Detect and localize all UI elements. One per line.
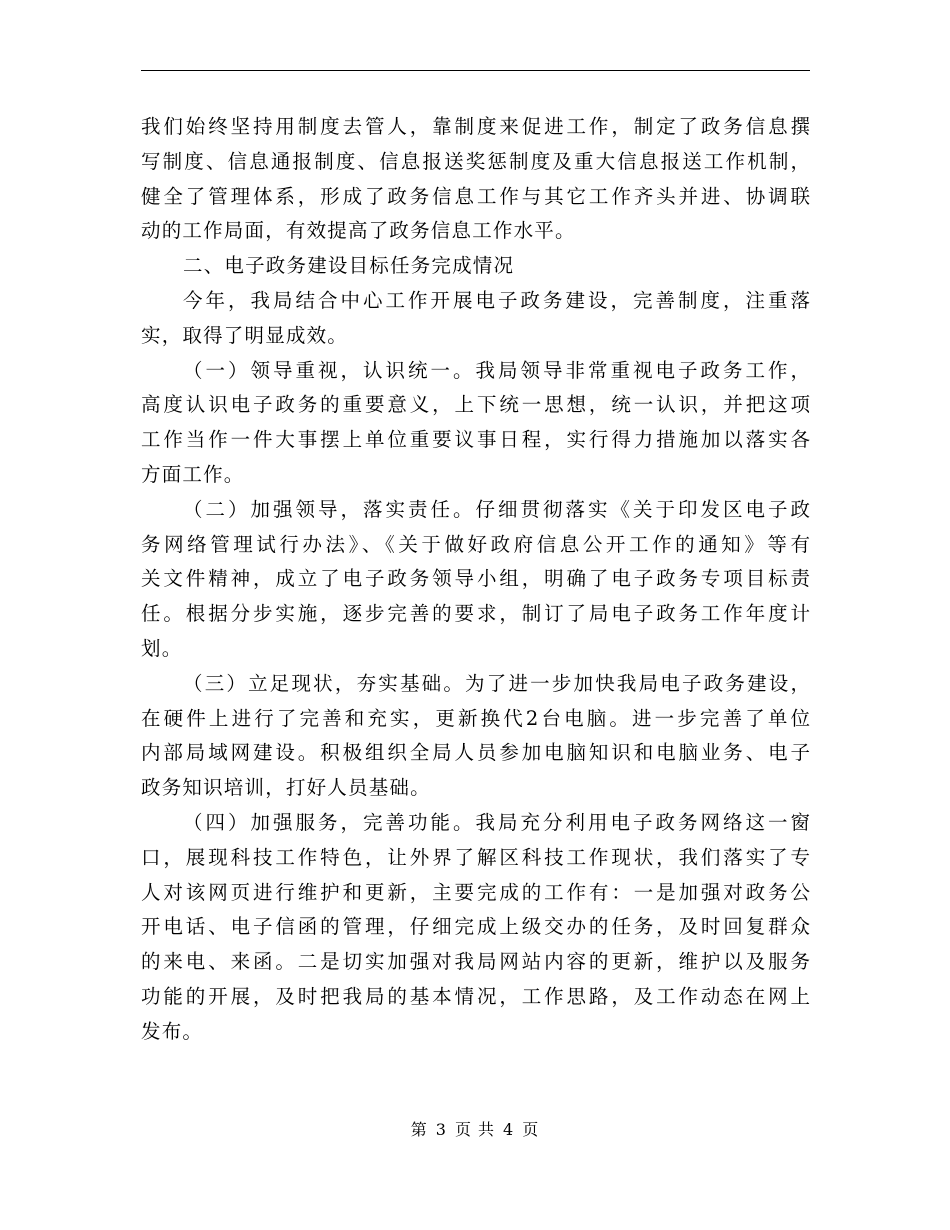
text-line: 在硬件上进行了完善和充实，更新换代2台电脑。进一步完善了单位 xyxy=(141,706,810,730)
text-line: 实，取得了明显成效。 xyxy=(141,323,349,347)
text-line: （三）立足现状，夯实基础。为了进一步加快我局电子政务建设， xyxy=(183,671,810,695)
footer-prefix: 第 xyxy=(410,1120,428,1139)
text-line: 发布。 xyxy=(141,1019,204,1043)
text-line: 关文件精神，成立了电子政务领导小组，明确了电子政务专项目标责 xyxy=(141,567,810,591)
text-line: （四）加强服务，完善功能。我局充分利用电子政务网络这一窗 xyxy=(183,810,810,834)
text-line: 口，展现科技工作特色，让外界了解区科技工作现状，我们落实了专 xyxy=(141,845,810,869)
text-line: 任。根据分步实施，逐步完善的要求，制订了局电子政务工作年度计 xyxy=(141,602,810,626)
text-line: 功能的开展，及时把我局的基本情况，工作思路，及工作动态在网上 xyxy=(141,984,810,1008)
text-line: 的来电、来函。二是切实加强对我局网站内容的更新，维护以及服务 xyxy=(141,950,810,974)
text-line: 健全了管理体系，形成了政务信息工作与其它工作齐头并进、协调联 xyxy=(141,184,810,208)
text-line: 人对该网页进行维护和更新，主要完成的工作有：一是加强对政务公 xyxy=(141,880,810,904)
footer-suffix: 页 xyxy=(522,1120,540,1139)
text-line: 方面工作。 xyxy=(141,462,245,486)
section-heading: 二、电子政务建设目标任务完成情况 xyxy=(183,254,515,278)
text-line: 今年，我局结合中心工作开展电子政务建设，完善制度，注重落 xyxy=(183,288,810,312)
text-line: 动的工作局面，有效提高了政务信息工作水平。 xyxy=(141,219,576,243)
total-pages: 4 xyxy=(503,1120,515,1139)
text-line: 内部局域网建设。积极组织全局人员参加电脑知识和电脑业务、电子 xyxy=(141,741,810,765)
page-number: 3 xyxy=(435,1120,447,1139)
page-footer xyxy=(0,1117,950,1140)
text-line: 写制度、信息通报制度、信息报送奖惩制度及重大信息报送工作机制， xyxy=(141,149,810,173)
text-line: 开电话、电子信函的管理，仔细完成上级交办的任务，及时回复群众 xyxy=(141,915,810,939)
text-line: 工作当作一件大事摆上单位重要议事日程，实行得力措施加以落实各 xyxy=(141,428,810,452)
text-line: 务网络管理试行办法》、《关于做好政府信息公开工作的通知》等有 xyxy=(141,532,810,556)
footer-middle: 页 共 xyxy=(454,1120,496,1139)
document-body xyxy=(141,110,810,1050)
text-line: 划。 xyxy=(141,636,183,660)
text-line: （一）领导重视，认识统一。我局领导非常重视电子政务工作， xyxy=(183,358,810,382)
header-rule xyxy=(141,70,810,71)
text-line: 政务知识培训，打好人员基础。 xyxy=(141,776,431,800)
text-line: （二）加强领导，落实责任。仔细贯彻落实《关于印发区电子政 xyxy=(183,497,810,521)
text-line: 高度认识电子政务的重要意义，上下统一思想，统一认识，并把这项 xyxy=(141,393,810,417)
text-line: 我们始终坚持用制度去管人，靠制度来促进工作，制定了政务信息撰 xyxy=(141,115,810,138)
